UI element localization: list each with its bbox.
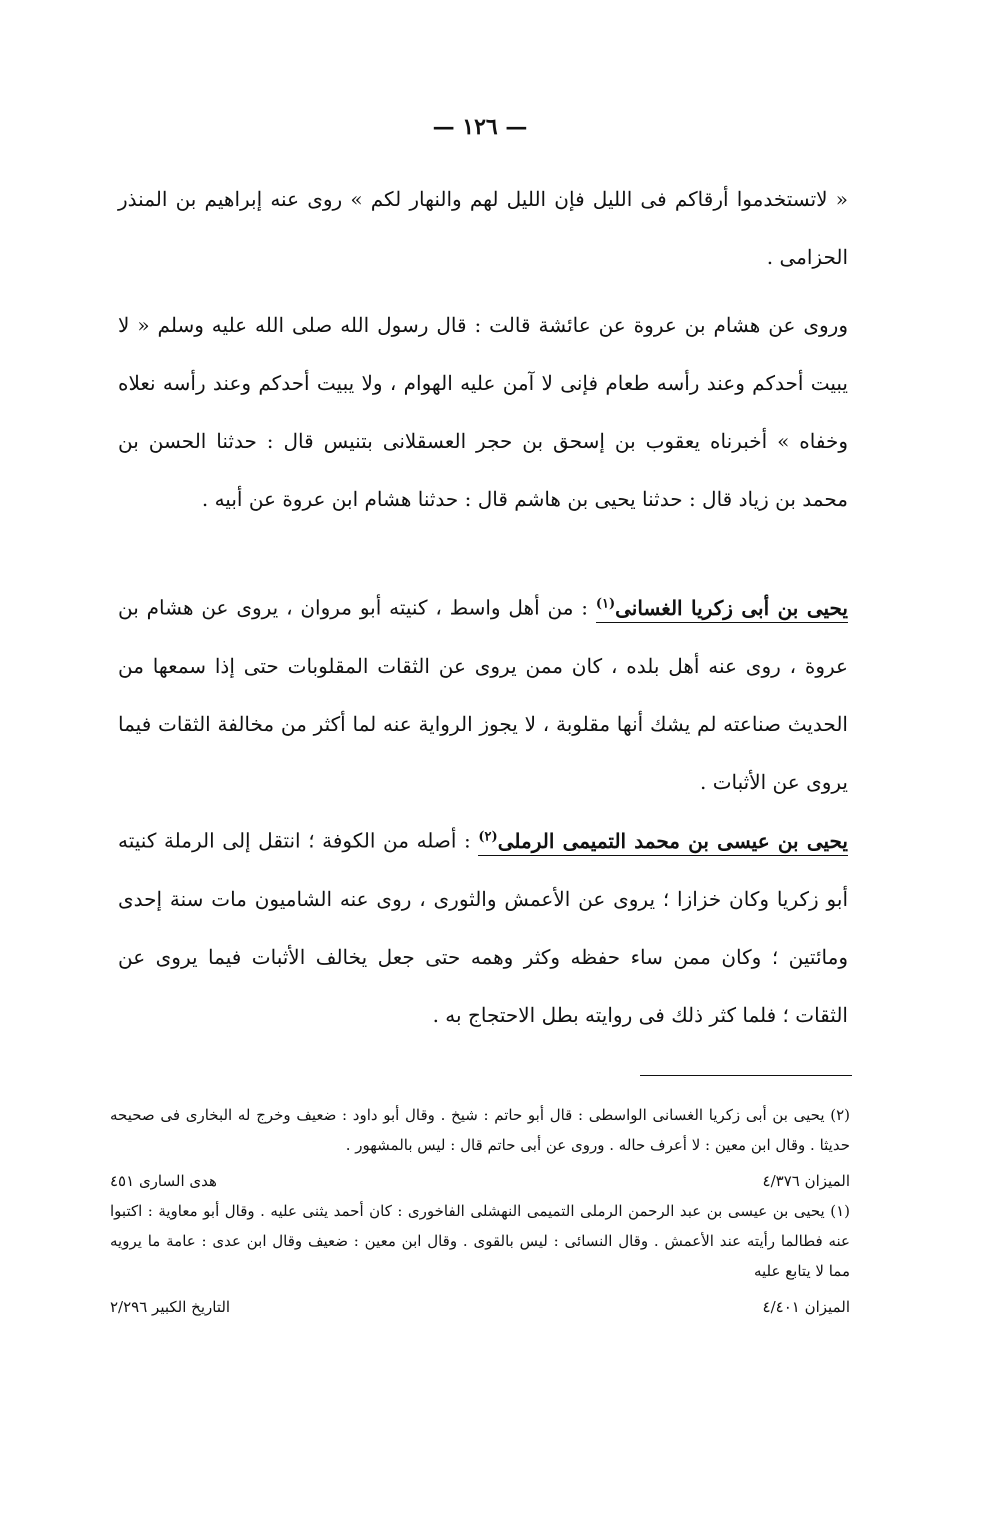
entry-body: : من أهل واسط ، كنيته أبو مروان ، يروى عن هشام بن عروة ، روى عنه أهل بلده ، كان ممن يروى عن الثقات المقلوبات حتى إذا سمعها من الحديث صناعته لم يشك أنها مقلوبة ، لا يجوز الرواية عنه لما أكثر من مخالفة الثقات فيما يروى عن الأثبات . [118,595,848,794]
entry-text [118,808,848,1044]
footnote-text: (١) يحيى بن عيسى بن عبد الرحمن الرملى التميمى النهشلى الفاخورى : كان أحمد يثنى عليه . وقال أبو معاوية : اكتبوا عنه فطالما رأيته عند الأعمش . وقال النسائى : ليس بالقوى . وقال ابن معين : ضعيف وقال ابن عدى : عامة ما يرويه مما لا يتابع عليه [110,1202,850,1280]
source-reference: التاريخ الكبير ٢/٢٩٦ [110,1298,231,1316]
entry-heading [596,596,848,623]
source-reference: الميزان ٤/٤٠١ [762,1298,850,1316]
entry-yahya-ghassani [118,575,848,811]
footnote-reference: (٢) [478,829,498,844]
page-number: — ١٢٦ — [432,114,528,140]
footnote-2 [110,1100,850,1160]
entry-body: : أصله من الكوفة ؛ انتقل إلى الرملة كنيته أبو زكريا وكان خزازا ؛ يروى عن الأعمش والثورى ، روى عنه الشاميون مات سنة إحدى ومائتين ؛ وكان ممن ساء حفظه وكثر وهمه حتى جعل يخالف الأثبات فيما يروى عن الثقات ؛ فلما كثر ذلك فى روايته بطل الاحتجاج به . [118,828,848,1027]
footnotes [110,1100,850,1322]
footnote-1 [110,1196,850,1286]
footnote-2-sources [110,1166,850,1196]
source-reference: الميزان ٤/٣٧٦ [762,1172,850,1190]
paragraph-text: وروى عن هشام بن عروة عن عائشة قالت : قال رسول الله صلى الله عليه وسلم « لا يبيت أحدكم وعند رأسه طعام فإنى لا آمن عليه الهوام ، ولا يبيت أحدكم وعند رأسه نعلاه وخفاه » أخبرناه يعقوب بن إسحق بن حجر العسقلانى بتنيس قال : حدثنا الحسن بن محمد بن زياد قال : حدثنا يحيى بن هاشم قال : حدثنا هشام ابن عروة عن أبيه . [118,313,848,511]
footnote-reference: (١) [595,596,616,611]
entry-heading [478,829,848,856]
footnote-separator [640,1075,852,1076]
entry-yahya-ramli [118,808,848,1044]
entry-heading-name: يحيى بن عيسى بن محمد التميمى الرملى [497,828,848,853]
entry-heading-name: يحيى بن أبى زكريا الغسانى [615,595,848,620]
paragraph-hadith-end [118,170,848,286]
footnote-text: (٢) يحيى بن أبى زكريا الغسانى الواسطى : قال أبو حاتم : شيخ . وقال أبو داود : ضعيف وخرج له البخارى فى صحيحه حديثا . وقال ابن معين : لا أعرف حاله . وروى عن أبى حاتم قال : ليس بالمشهور . [110,1106,850,1154]
footnote-1-sources [110,1292,850,1322]
paragraph-hadith-aisha [118,296,848,528]
source-reference: هدى السارى ٤٥١ [110,1172,217,1190]
paragraph-text: « لاتستخدموا أرقاكم فى الليل فإن الليل لهم والنهار لكم » روى عنه إبراهيم بن المنذر الحزامى . [118,187,848,269]
entry-text [118,575,848,811]
